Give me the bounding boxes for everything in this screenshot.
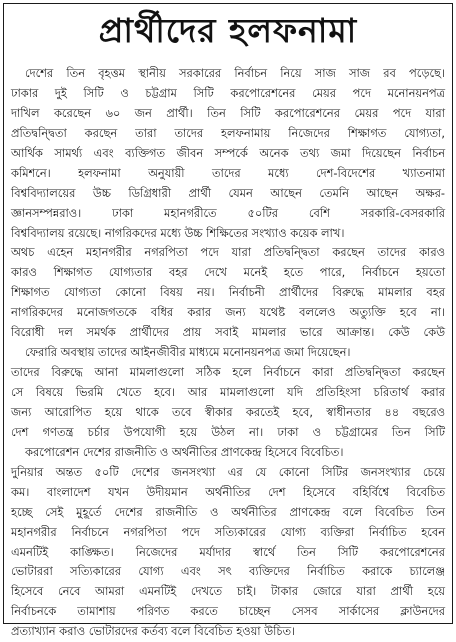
article-line: দুনিয়ার অন্তত ৫০টি দেশের জনসংখ্যা এর যে কোনো সিটির জনসংখ্যার চেয়ে — [11, 464, 445, 479]
article-line: এমনটিই কাঙ্ক্ষিত। নিজেদের মর্যাদার স্বার্থে তিন সিটি করপোরেশনের — [11, 544, 445, 559]
article-line: বিরোধী দল সমর্থক প্রার্থীদের প্রায় সবাই মামলার ভারে আক্রান্ত। কেউ কেউ — [11, 325, 445, 340]
article-line: দেশের তিন বৃহত্তম স্থানীয় সরকারের নির্বাচন নিয়ে সাজ সাজ রব পড়েছে। — [25, 66, 445, 80]
article-line: জন্য আরোপিত হয়ে থাকে তবে স্বীকার করতেই হবে, স্বাধীনতার ৪৪ বছরেও — [11, 404, 445, 419]
article-line: কম। বাংলাদেশ যখন উদীয়মান অর্থনীতির দেশ হিসেবে বহির্বিশ্বে বিবেচিত — [11, 484, 445, 499]
article-line: দেশ গণতন্ত্র চর্চার উপযোগী হয়ে উঠল না। ঢাকা ও চট্টগ্রামের তিন সিটি — [11, 424, 445, 439]
article-line: ফেরারি অবস্থায় তাদের আইনজীবীর মাধ্যমে মনোনয়নপত্র জমা দিয়েছেন। — [25, 345, 351, 360]
article-line: অথচ এহেন মহানগরীর নগরপিতা পদে যারা প্রতিদ্বন্দ্বিতা করছেন তাদের কারও — [11, 245, 445, 260]
article-line: নাগরিকদের মনোজগতকে বধির করার জন্য যথেষ্ট বললেও অত্যুক্তি হবে না। — [11, 305, 445, 320]
article-line: দাখিল করেছেন ৬০ জন প্রার্থী। তিন সিটি করপোরেশনের মেয়র পদে যারা — [11, 105, 445, 120]
editorial-article — [3, 3, 453, 639]
article-line: কারও শিক্ষাগত যোগ্যতার বহর দেখে মনেই হতে পারে, নির্বাচনে হয়তো — [11, 265, 445, 280]
article-line: শিক্ষাগত যোগ্যতা কোনো বিষয় নয়। নির্বাচনী প্রার্থীদের বিরুদ্ধে মামলার বহর — [11, 285, 445, 300]
article-line: ঢাকার দুই সিটি ও চট্টগ্রাম সিটি করপোরেশনের মেয়র পদে মনোনয়নপত্র — [11, 85, 445, 100]
article-line: নির্বাচনকে তামাশায় পরিণত করতে চাচ্ছেন সেসব সার্কাসের ক্লাউনদের — [11, 604, 445, 619]
article-line: হিসেবে নেবে আমরা এমনটিই দেখতে চাই। টাকার জোরে যারা প্রার্থী হয়ে — [11, 584, 445, 599]
article-line: বিশ্ববিদ্যালয়ের উচ্চ ডিগ্রিধারী প্রার্থী যেমন আছেন তেমনি আছেন অক্ষর- — [11, 185, 445, 200]
article-line: প্রত্যাখ্যান করাও ভোটারদের কর্তব্য বলে বিবেচিত হওয়া উচিত। — [11, 624, 296, 639]
article-line: করপোরেশন দেশের রাজনীতি ও অর্থনীতির প্রাণকেন্দ্র হিসেবে বিবেচিত। — [25, 444, 344, 459]
article-line: বিশ্ববিদ্যালয় রয়েছে। নাগরিকদের মধ্যে উচ্চ শিক্ষিতের সংখ্যাও কয়েক লাখ। — [11, 225, 345, 240]
article-line: ভোটাররা সত্যিকারের যোগ্য এবং সৎ ব্যক্তিদের নির্বাচিত করাকে চ্যালেঞ্জ — [11, 564, 445, 579]
article-line: প্রতিদ্বন্দ্বিতা করছেন তারা তাদের হলফনামায় নিজেদের শিক্ষাগত যোগ্যতা, — [11, 125, 445, 140]
article-line: আর্থিক সামর্থ্য এবং ব্যক্তিগত জীবন সম্পর্কে অনেক তথ্য জমা দিয়েছেন নির্বাচন — [11, 145, 445, 160]
article-line: মহানগরীর নির্বাচনে নগরপিতা পদে সত্যিকারের যোগ্য ব্যক্তিরা নির্বাচিত হবেন — [11, 524, 445, 539]
article-line: কমিশনে। হলফনামা অনুযায়ী তাদের মধ্যে দেশ-বিদেশের খ্যাতনামা — [11, 165, 445, 180]
article-line: তাদের বিরুদ্ধে আনা মামলাগুলো সঠিক হলে নির্বাচনে কারা প্রতিদ্বন্দ্বিতা করছেন — [11, 365, 445, 380]
article-line: সে বিষয়ে ভিরমি খেতে হবে। আর মামলাগুলো যদি প্রতিহিংসা চরিতার্থ করার — [11, 385, 445, 399]
article-body — [11, 64, 445, 639]
article-title: প্রার্থীদের হলফনামা — [98, 11, 358, 50]
article-line: হচ্ছে সেই মুহূর্তে দেশের রাজনীতি ও অর্থনীতির প্রাণকেন্দ্র বলে বিবেচিত তিন — [11, 504, 445, 519]
article-line: জ্ঞানসম্পন্নরাও। ঢাকা মহানগরীতে ৫০টির বেশি সরকারি-বেসরকারি — [11, 205, 445, 220]
